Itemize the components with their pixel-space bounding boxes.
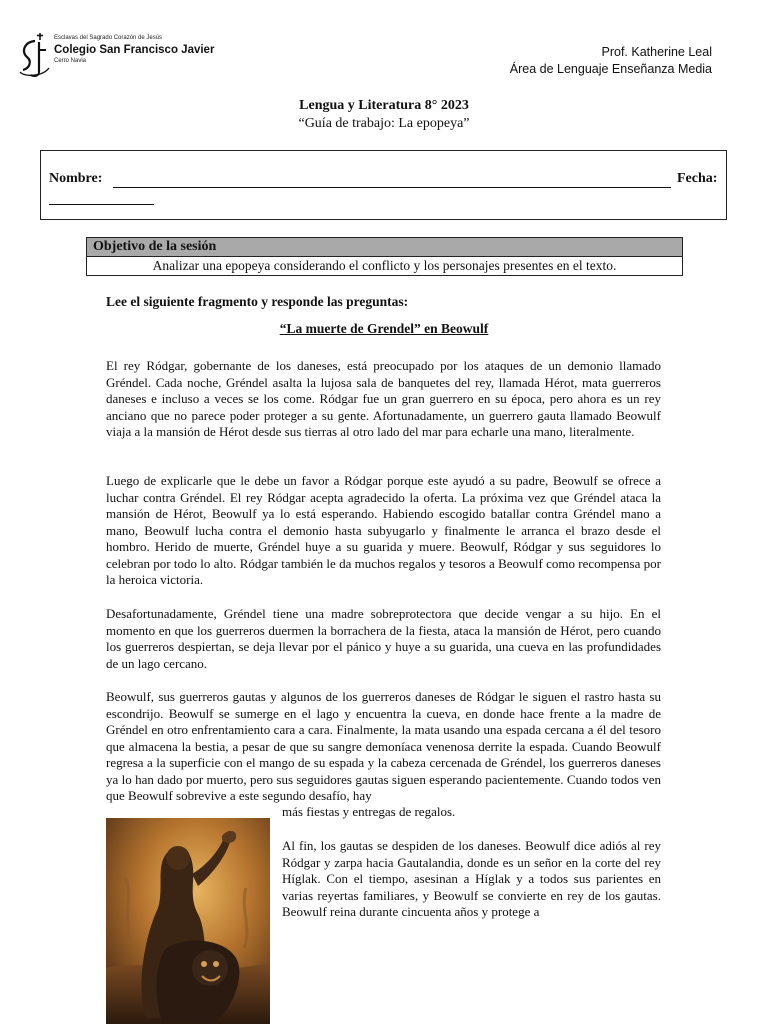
date-field[interactable]: [49, 204, 154, 205]
paragraph-1: El rey Ródgar, gobernante de los daneses, está preocupado por los ataques de un demonio llamado Gréndel. Cada noche, Gréndel asalta la lujosa sala de banquetes del rey, llamada Hérot, mata guerreros daneses e incluso a veces se los come. Ródgar fue un gran guerrero en su época, pero ahora es un rey anciano que no parece poder proteger a su gente. Afortunadamente, un guerrero gauta llamado Beowulf viaja a la mansión de Hérot desde sus tierras al otro lado del mar para echarle una mano, literalmente.: [106, 358, 661, 439]
paragraph-4: Beowulf, sus guerreros gautas y algunos de los guerreros daneses de Ródgar le siguen el rastro hasta su escondrijo. Beowulf se sumerge en el lago y encuentra la cueva, en donde hace frente a la madre de Gréndel en otro enfrentamiento cara a cara. Finalmente, la mata usando una espada cercana a él del tesoro que almacena la bestia, a pesar de que su sangre demoníaca venenosa derrite la espada. Cuando Beowulf regresa a la superficie con el mango de su espada y la cabeza cercenada de Gréndel, los guerreros daneses ya lo han dado por muerto, pero sus seguidores gautas siguen esperando pacientemente. Cuando todos ven que Beowulf sobrevive a este segundo desafío, hay: [106, 689, 661, 803]
school-logo: [18, 32, 248, 80]
course-title: Lengua y Literatura 8° 2023: [299, 98, 469, 113]
guide-title: “Guía de trabajo: La epopeya”: [298, 116, 470, 131]
paragraph-4-end: más fiestas y entregas de regalos.: [282, 804, 456, 819]
student-info-box: [40, 150, 727, 220]
paragraph-2: Luego de explicarle que le debe un favor a Ródgar porque este ayudó a su padre, Beowulf se ofrece a luchar contra Gréndel. El rey Ródgar acepta agradecido la oferta. La próxima vez que Gréndel ataca la mansión de Hérot, Beowulf ya lo está esperando. Habiendo escogido batallar contra Gréndel mano a mano, Beowulf lucha contra el demonio hasta subyugarlo y finalmente le arranca el brazo desde el hombro. Herido de muerte, Gréndel huye a su guarida y muere. Beowulf, Ródgar y sus seguidores lo celebran por todo lo alto. Ródgar también le da muchos regalos y tesoros a Beowulf como recompensa por la heroica victoria.: [106, 473, 661, 587]
session-objective: [86, 237, 683, 276]
school-crest-icon: [18, 32, 52, 78]
teacher-name: Prof. Katherine Leal: [601, 45, 712, 59]
teacher-info: [510, 44, 712, 78]
school-location: Cerro Navia: [54, 58, 87, 64]
subject-area: Área de Lenguaje Enseñanza Media: [509, 62, 712, 76]
congregation-name: Esclavas del Sagrado Corazón de Jesús: [54, 35, 163, 41]
instruction-text: Lee el siguiente fragmento y responde las preguntas:: [106, 294, 409, 309]
objective-text: Analizar una epopeya considerando el conflicto y los personajes presentes en el texto.: [152, 258, 617, 273]
paragraph-5: Al fin, los gautas se despiden de los daneses. Beowulf dice adiós al rey Ródgar y zarpa hacia Gautalandia, donde es un señor en la corte del rey Híglak. Con el tiempo, asesinan a Híglak y a todos sus parientes en varias reyertas familiares, y Beowulf se convierte en rey de los gautas. Beowulf reina durante cincuenta años y protege a: [282, 838, 661, 919]
beowulf-grendel-illustration: [106, 818, 270, 1024]
name-label: Nombre:: [49, 171, 103, 186]
fragment-title-text: “La muerte de Grendel” en Beowulf: [279, 321, 489, 336]
fragment-title: [0, 321, 768, 337]
paragraph-3: Desafortunadamente, Gréndel tiene una madre sobreprotectora que decide vengar a su hijo. En el momento en que los guerreros duermen la borrachera de la fiesta, ataca la mansión de Hérot, pero cuando los guerreros despiertan, se deja llevar por el pánico y huye a su guarida, una cueva en las profundidades de un lago cercano.: [106, 606, 661, 671]
school-name: Colegio San Francisco Javier: [54, 44, 215, 56]
objective-heading: Objetivo de la sesión: [87, 238, 682, 257]
date-label: Fecha:: [677, 171, 718, 186]
document-title: [0, 97, 768, 133]
name-field[interactable]: [113, 187, 671, 188]
